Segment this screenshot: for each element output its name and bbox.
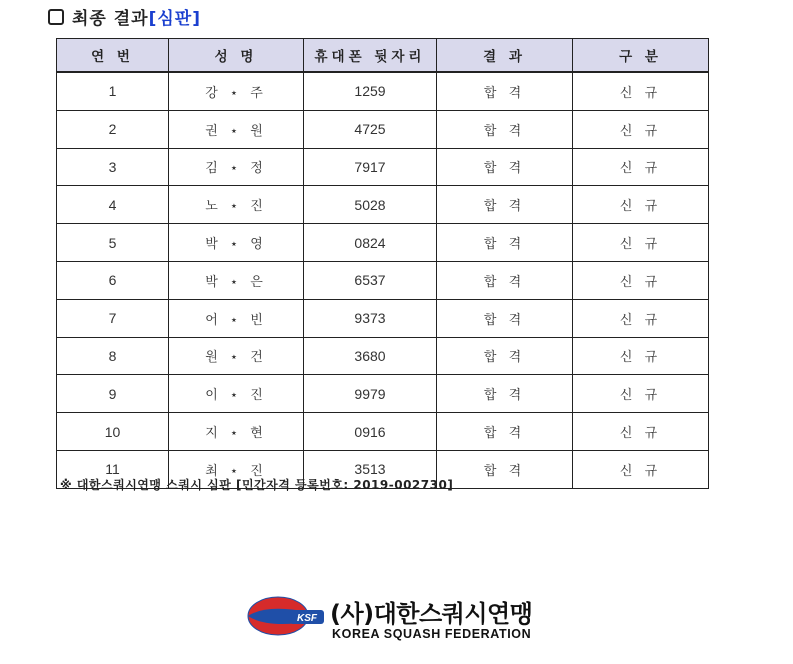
table-cell: 신 규 bbox=[573, 261, 709, 299]
org-name-korean: (사)대한스쿼시연맹 bbox=[330, 600, 533, 628]
table-header bbox=[57, 39, 709, 73]
heading-bracket: [심판] bbox=[148, 9, 201, 29]
column-header: 휴대폰 뒷자리 bbox=[304, 39, 437, 73]
column-header: 성 명 bbox=[169, 39, 304, 73]
table-row bbox=[57, 337, 709, 375]
table-cell: 신 규 bbox=[573, 72, 709, 110]
table-row bbox=[57, 224, 709, 262]
table-cell: 어 ⋆ 빈 bbox=[169, 299, 304, 337]
table-cell: 강 ⋆ 주 bbox=[169, 72, 304, 110]
logo-text: KSF bbox=[297, 613, 317, 624]
heading-title: 최종 결과 bbox=[72, 9, 149, 29]
table-cell: 0824 bbox=[304, 224, 437, 262]
table-cell: 지 ⋆ 현 bbox=[169, 413, 304, 451]
table-cell: 합 격 bbox=[437, 413, 573, 451]
table-cell: 5028 bbox=[304, 186, 437, 224]
table-cell: 원 ⋆ 건 bbox=[169, 337, 304, 375]
table-cell: 5 bbox=[57, 224, 169, 262]
ksf-emblem-icon bbox=[246, 594, 326, 638]
table-cell: 합 격 bbox=[437, 110, 573, 148]
table-cell: 6537 bbox=[304, 261, 437, 299]
table-cell: 9 bbox=[57, 375, 169, 413]
table-cell: 9373 bbox=[304, 299, 437, 337]
table-cell: 신 규 bbox=[573, 110, 709, 148]
table-cell: 6 bbox=[57, 261, 169, 299]
table-cell: 1259 bbox=[304, 72, 437, 110]
table-row bbox=[57, 148, 709, 186]
table-cell: 신 규 bbox=[573, 375, 709, 413]
table-row bbox=[57, 186, 709, 224]
certification-note: ※ 대한스쿼시연맹 스쿼시 심판 [민간자격 등록번호: 2019-002730] bbox=[60, 478, 454, 492]
table-cell: 합 격 bbox=[437, 224, 573, 262]
table-cell: 합 격 bbox=[437, 450, 573, 488]
table-cell: 신 규 bbox=[573, 186, 709, 224]
table-cell: 2 bbox=[57, 110, 169, 148]
table-cell: 합 격 bbox=[437, 375, 573, 413]
table-cell: 최 ⋆ 진 bbox=[169, 450, 304, 488]
column-header: 연 번 bbox=[57, 39, 169, 73]
column-header: 결 과 bbox=[437, 39, 573, 73]
table-cell: 신 규 bbox=[573, 413, 709, 451]
table-cell: 9979 bbox=[304, 375, 437, 413]
table-cell: 합 격 bbox=[437, 337, 573, 375]
table-cell: 김 ⋆ 정 bbox=[169, 148, 304, 186]
column-header: 구 분 bbox=[573, 39, 709, 73]
org-name-english: KOREA SQUASH FEDERATION bbox=[332, 627, 532, 641]
checkbox-square-icon bbox=[48, 9, 64, 25]
table-cell: 1 bbox=[57, 72, 169, 110]
table-cell: 합 격 bbox=[437, 72, 573, 110]
table-cell: 노 ⋆ 진 bbox=[169, 186, 304, 224]
table-cell: 7917 bbox=[304, 148, 437, 186]
table-cell: 4 bbox=[57, 186, 169, 224]
table-cell: 합 격 bbox=[437, 299, 573, 337]
table-cell: 신 규 bbox=[573, 224, 709, 262]
table-cell: 신 규 bbox=[573, 148, 709, 186]
table-cell: 3680 bbox=[304, 337, 437, 375]
table-cell: 0916 bbox=[304, 413, 437, 451]
table-row bbox=[57, 375, 709, 413]
table-row bbox=[57, 110, 709, 148]
table-row bbox=[57, 413, 709, 451]
table-cell: 신 규 bbox=[573, 337, 709, 375]
table-cell: 10 bbox=[57, 413, 169, 451]
table-cell: 권 ⋆ 원 bbox=[169, 110, 304, 148]
table-cell: 3 bbox=[57, 148, 169, 186]
results-table bbox=[56, 38, 709, 489]
table-row bbox=[57, 299, 709, 337]
table-cell: 합 격 bbox=[437, 148, 573, 186]
table-cell: 11 bbox=[57, 450, 169, 488]
table-cell: 7 bbox=[57, 299, 169, 337]
table-cell: 합 격 bbox=[437, 261, 573, 299]
table-cell: 합 격 bbox=[437, 186, 573, 224]
table-cell: 박 ⋆ 은 bbox=[169, 261, 304, 299]
table-cell: 박 ⋆ 영 bbox=[169, 224, 304, 262]
federation-logo bbox=[246, 594, 556, 646]
section-heading bbox=[48, 4, 201, 29]
table-cell: 3513 bbox=[304, 450, 437, 488]
table-cell: 신 규 bbox=[573, 299, 709, 337]
table-body bbox=[57, 72, 709, 488]
table-cell: 신 규 bbox=[573, 450, 709, 488]
table-row bbox=[57, 72, 709, 110]
table-cell: 이 ⋆ 진 bbox=[169, 375, 304, 413]
table-row bbox=[57, 261, 709, 299]
table-cell: 4725 bbox=[304, 110, 437, 148]
table-cell: 8 bbox=[57, 337, 169, 375]
